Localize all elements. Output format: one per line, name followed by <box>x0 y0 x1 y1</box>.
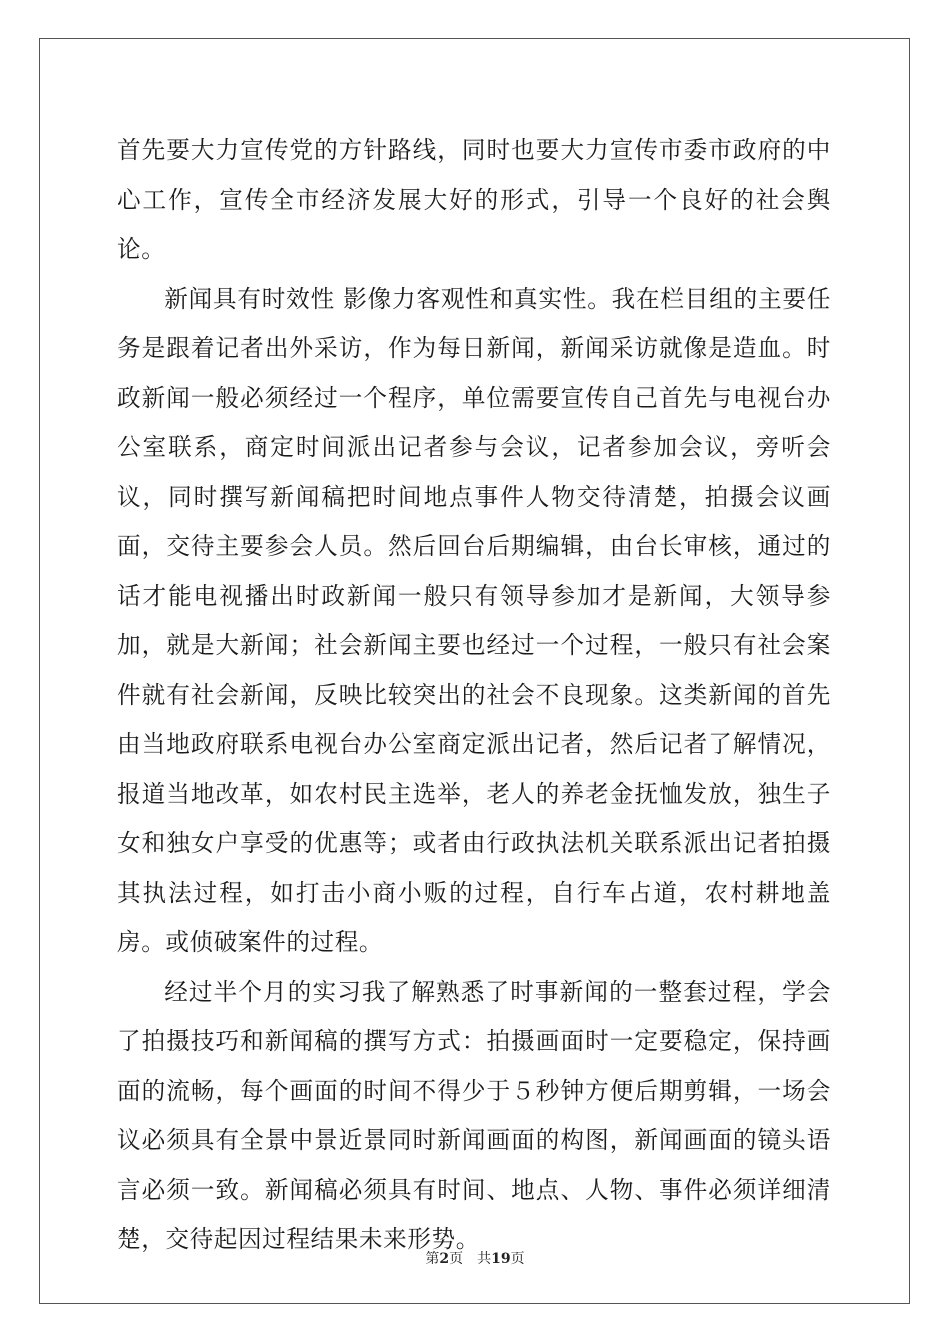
total-prefix: 共 <box>477 1251 492 1267</box>
page-number: 2 <box>439 1251 450 1267</box>
page-prefix: 第 <box>425 1251 440 1267</box>
document-body <box>117 126 831 1265</box>
paragraph-1: 首先要大力宣传党的方针路线，同时也要大力宣传市委市政府的中心工作，宣传全市经济发展大好的形式，引导一个良好的社会舆论。 <box>117 136 831 263</box>
page-suffix: 页 <box>449 1251 464 1267</box>
total-pages: 19 <box>491 1251 511 1267</box>
paragraph-2: 新闻具有时效性 影像力客观性和真实性。我在栏目组的主要任务是跟着记者出外采访，作为每日新闻，新闻采访就像是造血。时政新闻一般必须经过一个程序，单位需要宣传自己首先与电视台办公室联系，商定时间派出记者参与会议，记者参加会议，旁听会议，同时撰写新闻稿把时间地点事件人物交待清楚，拍摄会议画面，交待主要参会人员。然后回台后期编辑，由台长审核，通过的话才能电视播出时政新闻一般只有领导参加才是新闻，大领导参加，就是大新闻；社会新闻主要也经过一个过程，一般只有社会案件就有社会新闻，反映比较突出的社会不良现象。这类新闻的首先由当地政府联系电视台办公室商定派出记者，然后记者了解情况，报道当地改革，如农村民主选举，老人的养老金抚恤发放，独生子女和独女户享受的优惠等；或者由行政执法机关联系派出记者拍摄其执法过程，如打击小商小贩的过程，自行车占道，农村耕地盖房。或侦破案件的过程。 <box>117 284 831 956</box>
page-footer <box>0 1248 950 1268</box>
paragraph-3: 经过半个月的实习我了解熟悉了时事新闻的一整套过程，学会了拍摄技巧和新闻稿的撰写方式：拍摄画面时一定要稳定，保持画面的流畅，每个画面的时间不得少于５秒钟方便后期剪辑，一场会议必须具有全景中景近景同时新闻画面的构图，新闻画面的镜头语言必须一致。新闻稿必须具有时间、地点、人物、事件必须详细清楚，交待起因过程结果未来形势。 <box>117 977 831 1253</box>
total-suffix: 页 <box>510 1251 525 1267</box>
